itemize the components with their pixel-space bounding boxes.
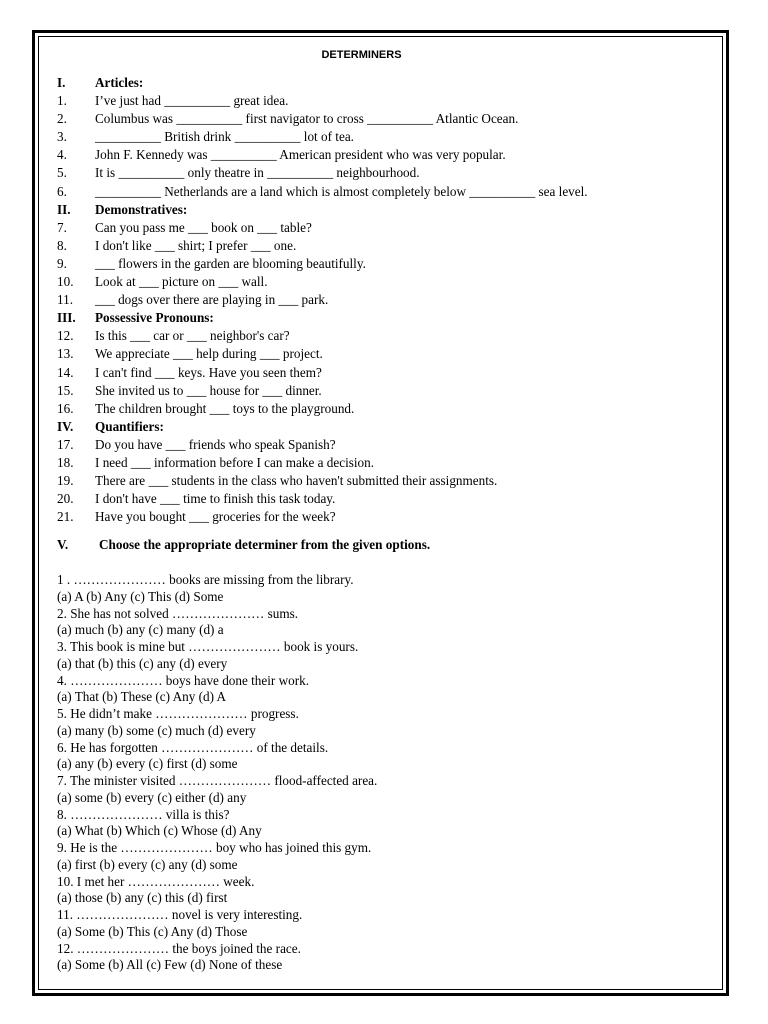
exercise-item (57, 327, 707, 345)
mc-options: (a) Some (b) This (c) Any (d) Those (57, 923, 248, 939)
mc-options: (a) that (b) this (c) any (d) every (57, 655, 228, 671)
item-number: 15. (57, 382, 74, 398)
item-text: ___ dogs over there are playing in ___ park. (95, 292, 329, 308)
item-text: John F. Kennedy was __________ American president who was very popular. (95, 147, 506, 163)
item-text: The children brought ___ toys to the playground. (95, 400, 355, 416)
item-text: Columbus was __________ first navigator to cross __________ Atlantic Ocean. (95, 111, 519, 127)
exercise-item (57, 237, 707, 255)
item-text: ___ flowers in the garden are blooming beautifully. (95, 255, 366, 271)
section-numeral: V. (57, 537, 69, 552)
exercise-item (57, 472, 707, 490)
mc-options: (a) many (b) some (c) much (d) every (57, 722, 256, 738)
mc-options: (a) first (b) every (c) any (d) some (57, 856, 238, 872)
item-number: 17. (57, 436, 74, 452)
mc-options: (a) much (b) any (c) many (d) a (57, 622, 224, 638)
item-text: I’ve just had __________ great idea. (95, 93, 289, 109)
section-heading: Demonstratives: (95, 201, 188, 217)
item-number: 18. (57, 454, 74, 470)
item-number: 19. (57, 473, 74, 489)
section-numeral: IV. (57, 418, 74, 434)
exercise-item (57, 382, 707, 400)
item-number: 2. (57, 111, 67, 127)
multiple-choice-list (57, 572, 707, 974)
section-heading: Choose the appropriate determiner from the given options. (99, 537, 431, 552)
exercise-item (57, 364, 707, 382)
item-number: 7. (57, 219, 67, 235)
exercise-item (57, 436, 707, 454)
item-text: Can you pass me ___ book on ___ table? (95, 219, 312, 235)
exercise-item (57, 454, 707, 472)
item-number: 1. (57, 93, 67, 109)
item-number: 20. (57, 491, 74, 507)
mc-options: (a) any (b) every (c) first (d) some (57, 756, 238, 772)
item-text: __________ Netherlands are a land which is almost completely below __________ sea level. (95, 183, 588, 199)
section-heading-row (57, 201, 707, 219)
mc-question: 4. ………………… boys have done their work. (57, 672, 309, 688)
exercise-item (57, 128, 707, 146)
mc-question: 11. ………………… novel is very interesting. (57, 907, 303, 922)
item-text: I don't like ___ shirt; I prefer ___ one. (95, 237, 297, 253)
mc-options: (a) That (b) These (c) Any (d) A (57, 689, 227, 705)
mc-options: (a) some (b) every (c) either (d) any (57, 789, 247, 805)
mc-options: (a) What (b) Which (c) Whose (d) Any (57, 823, 262, 839)
item-number: 12. (57, 328, 74, 344)
item-number: 4. (57, 147, 67, 163)
mc-question: 5. He didn’t make ………………… progress. (57, 706, 299, 721)
item-number: 3. (57, 129, 67, 145)
section-numeral: I. (57, 75, 66, 90)
mc-question: 8. ………………… villa is this? (57, 806, 230, 822)
item-text: I don't have ___ time to finish this task today. (95, 491, 336, 507)
section-heading-row (57, 418, 707, 436)
item-number: 21. (57, 509, 74, 525)
section-numeral: II. (57, 201, 71, 217)
exercise-item (57, 255, 707, 273)
item-text: She invited us to ___ house for ___ dinner. (95, 382, 322, 398)
exercise-item (57, 183, 707, 201)
mc-options: (a) Some (b) All (c) Few (d) None of these (57, 957, 283, 973)
mc-question: 3. This book is mine but ………………… book is yours. (57, 639, 359, 654)
section-heading: Possessive Pronouns: (95, 310, 214, 326)
section-numeral: III. (57, 310, 76, 326)
mc-question: 12. ………………… the boys joined the race. (57, 940, 301, 956)
section-5-heading (57, 536, 707, 554)
item-number: 10. (57, 274, 74, 290)
item-number: 6. (57, 183, 67, 199)
exercise-item (57, 490, 707, 508)
item-number: 9. (57, 255, 67, 271)
exercise-item (57, 219, 707, 237)
item-number: 11. (57, 292, 73, 308)
exercise-item (57, 110, 707, 128)
page-inner-border (38, 36, 723, 990)
page-border (32, 30, 729, 996)
mc-question: 9. He is the ………………… boy who has joined this gym. (57, 840, 372, 855)
exercise-item (57, 164, 707, 182)
section-heading: Articles: (95, 75, 144, 90)
mc-options: (a) those (b) any (c) this (d) first (57, 890, 228, 906)
section-heading-row (57, 74, 707, 92)
item-text: Is this ___ car or ___ neighbor's car? (95, 328, 290, 344)
exercise-sections-1-4 (57, 74, 707, 526)
item-text: There are ___ students in the class who haven't submitted their assignments. (95, 473, 498, 489)
mc-question: 10. I met her ………………… week. (57, 873, 255, 889)
exercise-item (57, 92, 707, 110)
item-text: I need ___ information before I can make a decision. (95, 454, 375, 470)
item-text: I can't find ___ keys. Have you seen them? (95, 364, 322, 380)
item-number: 5. (57, 165, 67, 181)
item-text: It is __________ only theatre in __________ neighbourhood. (95, 165, 420, 181)
section-heading-row (57, 309, 707, 327)
document-title: DETERMINERS (321, 49, 402, 61)
mc-question: 7. The minister visited ………………… flood-affected area. (57, 773, 378, 788)
item-number: 14. (57, 364, 74, 380)
mc-question: 2. She has not solved ………………… sums. (57, 605, 299, 621)
item-text: Look at ___ picture on ___ wall. (95, 274, 268, 290)
mc-options: (a) A (b) Any (c) This (d) Some (57, 588, 224, 604)
mc-question: 6. He has forgotten ………………… of the details. (57, 739, 329, 755)
exercise-item (57, 400, 707, 418)
item-number: 13. (57, 346, 74, 362)
exercise-item (57, 291, 707, 309)
exercise-item (57, 146, 707, 164)
mc-question: 1 . ………………… books are missing from the library. (57, 572, 354, 587)
item-text: Have you bought ___ groceries for the week? (95, 509, 336, 525)
item-number: 16. (57, 400, 74, 416)
exercise-item (57, 273, 707, 291)
item-number: 8. (57, 237, 67, 253)
item-text: __________ British drink __________ lot of tea. (95, 129, 354, 145)
item-text: We appreciate ___ help during ___ project. (95, 346, 323, 362)
section-heading: Quantifiers: (95, 418, 164, 434)
item-text: Do you have ___ friends who speak Spanish? (95, 436, 336, 452)
exercise-item (57, 345, 707, 363)
exercise-item (57, 508, 707, 526)
